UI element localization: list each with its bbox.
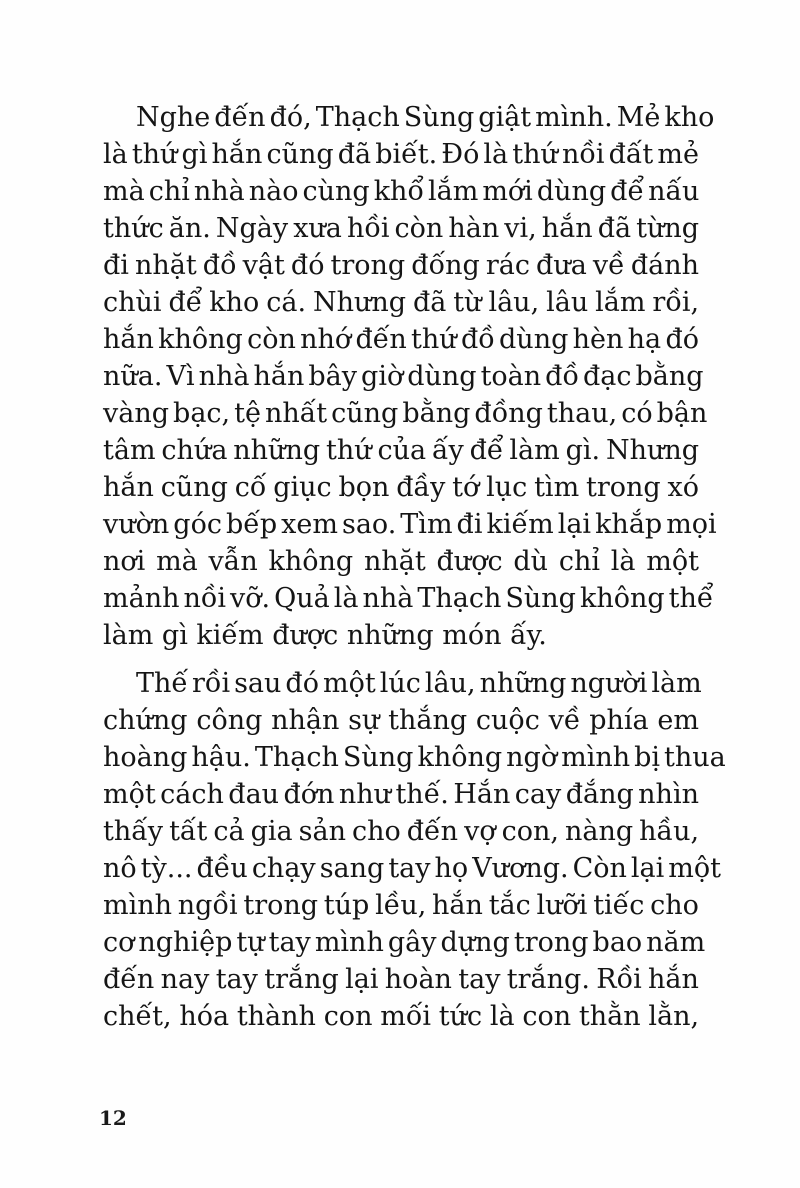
text-line: hoàng hậu. Thạch Sùng không ngờ mình bị thua xyxy=(103,742,726,773)
text-line: hắn cũng cố giục bọn đầy tớ lục tìm trong xó xyxy=(103,472,699,503)
text-line: vàng bạc, tệ nhất cũng bằng đồng thau, có bận xyxy=(103,398,708,429)
paragraph-1 xyxy=(103,99,717,654)
text-line: chết, hóa thành con mối tức là con thằn lằn, xyxy=(103,1001,700,1032)
paragraph-2 xyxy=(103,665,726,1035)
text-line: làm gì kiếm được những món ấy. xyxy=(103,620,547,651)
text-line: vườn góc bếp xem sao. Tìm đi kiếm lại khắp mọi xyxy=(103,509,717,540)
text-line: chứng công nhận sự thắng cuộc về phía em xyxy=(103,705,699,736)
text-line: nơi mà vẫn không nhặt được dù chỉ là một xyxy=(103,546,699,577)
text-line: Nghe đến đó, Thạch Sùng giật mình. Mẻ kho xyxy=(136,102,715,133)
text-line: mảnh nồi vỡ. Quả là nhà Thạch Sùng không thể xyxy=(103,583,714,614)
text-line: là thứ gì hắn cũng đã biết. Đó là thứ nồi đất mẻ xyxy=(103,139,699,170)
text-line: nữa. Vì nhà hắn bây giờ dùng toàn đồ đạc bằng xyxy=(103,361,704,392)
text-line: cơ nghiệp tự tay mình gây dựng trong bao năm xyxy=(103,927,706,958)
text-line: tâm chứa những thứ của ấy để làm gì. Nhưng xyxy=(103,435,700,466)
text-line: đến nay tay trắng lại hoàn tay trắng. Rồi hắn xyxy=(103,964,699,995)
text-line: nô tỳ... đều chạy sang tay họ Vương. Còn lại một xyxy=(103,853,721,884)
text-line: mà chỉ nhà nào cùng khổ lắm mới dùng để nấu xyxy=(103,176,700,207)
text-line: Thế rồi sau đó một lúc lâu, những người làm xyxy=(136,668,702,699)
text-line: thấy tất cả gia sản cho đến vợ con, nàng hầu, xyxy=(103,816,700,847)
text-line: thức ăn. Ngày xưa hồi còn hàn vi, hắn đã từng xyxy=(103,213,700,244)
text-line: đi nhặt đồ vật đó trong đống rác đưa về đánh xyxy=(103,250,699,281)
page-number: 12 xyxy=(99,1106,127,1130)
text-line: chùi để kho cá. Nhưng đã từ lâu, lâu lắm rồi, xyxy=(103,287,700,318)
text-line: mình ngồi trong túp lều, hắn tắc lưỡi tiếc cho xyxy=(103,890,699,921)
text-line: hắn không còn nhớ đến thứ đồ dùng hèn hạ đó xyxy=(103,324,699,355)
text-line: một cách đau đớn như thế. Hắn cay đắng nhìn xyxy=(103,779,699,810)
